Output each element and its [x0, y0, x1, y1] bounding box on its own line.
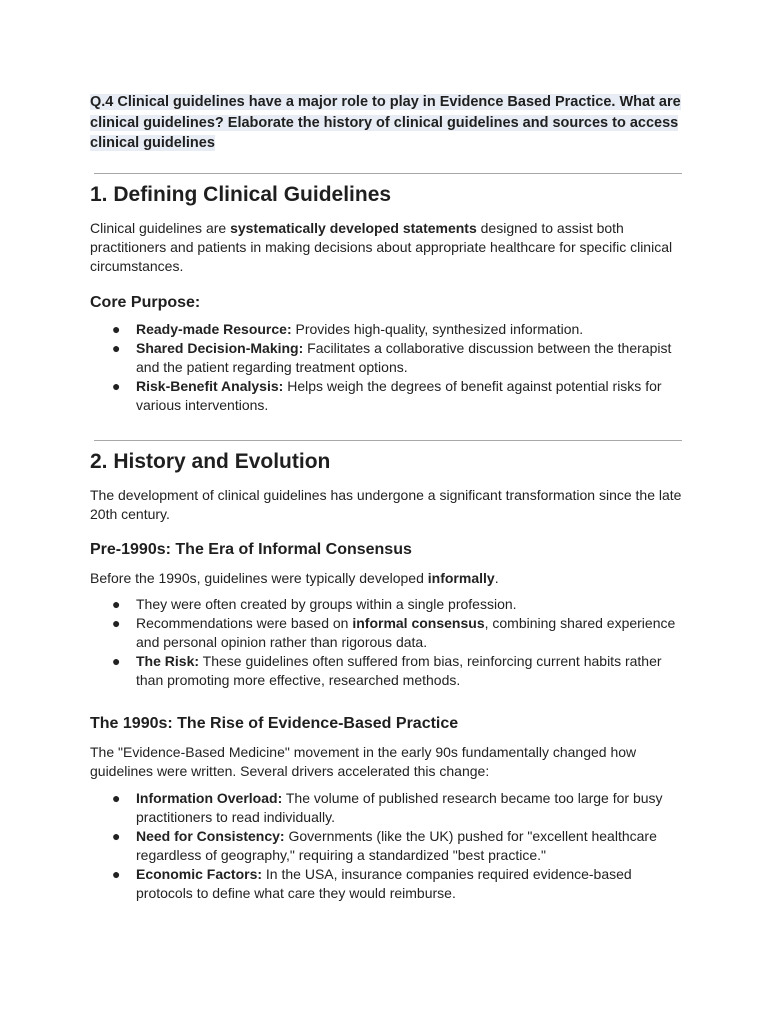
definition-suffix: designed to assist both practitioners and patients in making decisions about appropriate healthcare for specific clinical circumstances. — [90, 219, 673, 274]
item-text-prefix: Recommendations were based on — [136, 614, 353, 631]
pre-1990s-list — [90, 595, 682, 690]
item-text: Helps weigh the degrees of benefit against potential risks for various interventions. — [136, 377, 662, 413]
section-heading-defining: 1. Defining Clinical Guidelines — [90, 182, 392, 206]
bullet-icon: ● — [112, 595, 121, 612]
divider — [94, 440, 682, 441]
nineties-list — [90, 789, 682, 903]
section-heading-history: 2. History and Evolution — [90, 449, 331, 473]
bullet-icon: ● — [112, 827, 121, 844]
bullet-icon: ● — [112, 377, 121, 394]
list-item — [90, 320, 682, 339]
list-item — [90, 652, 682, 690]
item-text: Facilitates a collaborative discussion between the therapist and the patient regarding treatment options. — [136, 339, 672, 375]
list-item — [90, 595, 682, 614]
pre-1990s-paragraph — [90, 569, 682, 588]
history-intro-paragraph: The development of clinical guidelines has undergone a significant transformation since the late 20th century. — [90, 486, 682, 522]
definition-bold: systematically developed statements — [230, 219, 477, 236]
item-label: The Risk: — [136, 652, 200, 669]
pre-1990s-heading: Pre-1990s: The Era of Informal Consensus — [90, 540, 412, 558]
item-label: Ready-made Resource: — [136, 320, 292, 337]
item-text: Governments (like the UK) pushed for "excellent healthcare regardless of geography," requiring a standardized "best practice." — [136, 827, 657, 863]
item-text: The volume of published research became too large for busy practitioners to read individually. — [136, 789, 663, 825]
bullet-icon: ● — [112, 614, 121, 631]
bullet-icon: ● — [112, 789, 121, 806]
list-item — [90, 614, 682, 652]
item-text: In the USA, insurance companies required evidence-based protocols to define what care they would reimburse. — [136, 865, 632, 901]
core-purpose-heading: Core Purpose: — [90, 293, 201, 311]
item-text-suffix: , combining shared experience and personal opinion rather than rigorous data. — [136, 614, 676, 650]
question-heading — [90, 92, 682, 154]
list-item — [90, 865, 682, 903]
list-item — [90, 377, 682, 415]
list-item — [90, 827, 682, 865]
question-text: Q.4 Clinical guidelines have a major role to play in Evidence Based Practice. What are clinical guidelines? Elaborate the history of clinical guidelines and sources to access clinical guidelines — [90, 94, 681, 151]
item-bold: informal consensus — [352, 614, 485, 631]
bullet-icon: ● — [112, 320, 121, 337]
list-item — [90, 789, 682, 827]
pre-1990s-suffix: . — [494, 569, 499, 586]
item-text: They were often created by groups within a single profession. — [136, 595, 517, 612]
item-label: Economic Factors: — [136, 865, 263, 882]
definition-prefix: Clinical guidelines are — [90, 219, 231, 236]
divider — [94, 173, 682, 174]
core-purpose-list — [90, 320, 682, 415]
nineties-paragraph: The "Evidence-Based Medicine" movement in the early 90s fundamentally changed how guidelines were written. Several drivers accelerated this change: — [90, 743, 637, 779]
pre-1990s-bold: informally — [427, 569, 495, 586]
bullet-icon: ● — [112, 652, 121, 669]
definition-paragraph — [90, 219, 682, 276]
pre-1990s-prefix: Before the 1990s, guidelines were typically developed — [90, 569, 428, 586]
document-page — [90, 92, 682, 903]
item-label: Need for Consistency: — [136, 827, 285, 844]
item-label: Information Overload: — [136, 789, 283, 806]
item-text: These guidelines often suffered from bias, reinforcing current habits rather than promoting more effective, researched methods. — [136, 652, 662, 688]
item-text: Provides high-quality, synthesized information. — [291, 320, 584, 337]
list-item — [90, 339, 682, 377]
bullet-icon: ● — [112, 865, 121, 882]
bullet-icon: ● — [112, 339, 121, 356]
nineties-heading: The 1990s: The Rise of Evidence-Based Practice — [90, 714, 459, 732]
item-label: Shared Decision-Making: — [136, 339, 304, 356]
item-label: Risk-Benefit Analysis: — [136, 377, 284, 394]
